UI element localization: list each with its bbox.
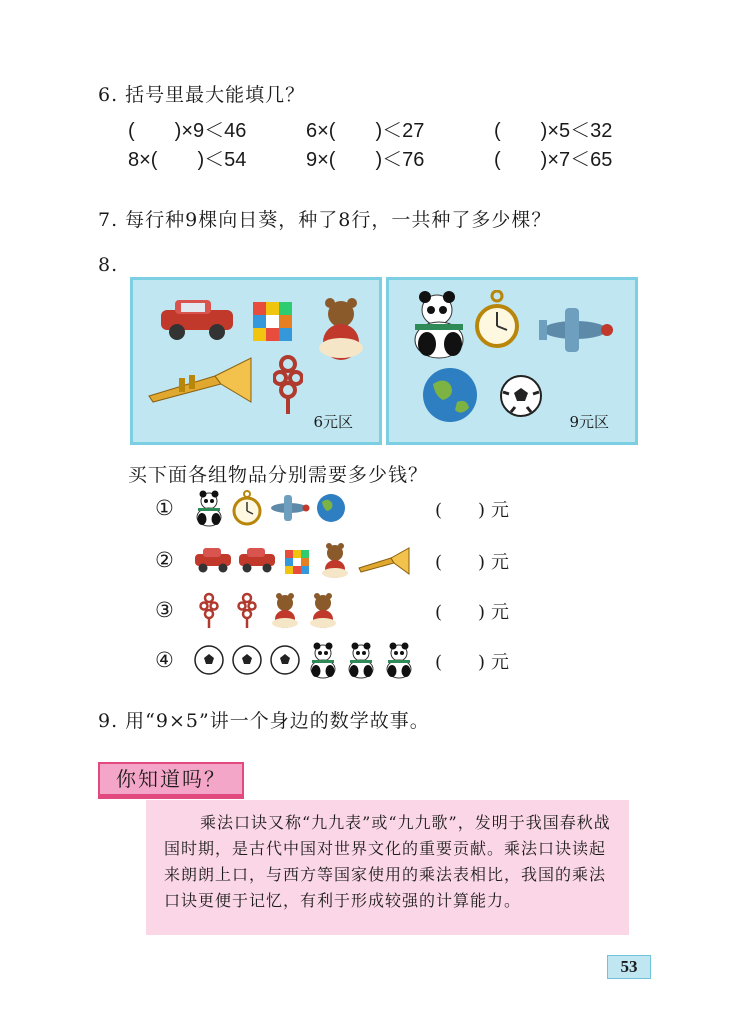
page-number: 53 bbox=[607, 955, 651, 979]
group-marker: ① bbox=[155, 496, 174, 520]
answer-blank[interactable]: ( ) bbox=[435, 552, 486, 573]
group-marker: ④ bbox=[155, 648, 174, 672]
panda-icon bbox=[307, 642, 341, 680]
answer-blank[interactable]: ( ) bbox=[435, 652, 486, 673]
teddy-bear-icon bbox=[309, 296, 373, 366]
unit-label: 元 bbox=[491, 602, 509, 623]
group-row-1 bbox=[155, 490, 515, 530]
airplane-icon bbox=[535, 300, 615, 360]
q6-inequality: 9×( )＜76 bbox=[306, 149, 425, 171]
nine-yuan-zone bbox=[386, 277, 638, 445]
pocket-watch-icon bbox=[475, 290, 519, 354]
toy-car-icon bbox=[237, 542, 277, 580]
teddy-bear-icon bbox=[307, 592, 341, 630]
chinese-knot-icon bbox=[273, 354, 303, 416]
toy-car-icon bbox=[157, 294, 237, 342]
unit-label: 元 bbox=[491, 552, 509, 573]
soccer-ball-icon bbox=[231, 642, 265, 680]
soccer-ball-icon bbox=[269, 642, 303, 680]
chinese-knot-icon bbox=[231, 592, 265, 630]
q6-inequality: ( )×7＜65 bbox=[494, 149, 613, 171]
group-row-4 bbox=[155, 642, 515, 682]
pocket-watch-icon bbox=[231, 490, 265, 528]
zone-label: 9元区 bbox=[569, 413, 609, 431]
answer-blank[interactable]: ( ) bbox=[435, 500, 486, 521]
q6-inequality: ( )×9＜46 bbox=[128, 120, 247, 142]
q6-title: 6. 括号里最大能填几？ bbox=[98, 84, 306, 106]
zone-label: 6元区 bbox=[313, 413, 353, 431]
airplane-icon bbox=[269, 490, 311, 528]
q6-inequality: 8×( )＜54 bbox=[128, 149, 247, 171]
q8-prompt: 买下面各组物品分别需要多少钱？ bbox=[128, 464, 429, 486]
teddy-bear-icon bbox=[269, 592, 303, 630]
soccer-ball-icon bbox=[193, 642, 227, 680]
globe-icon bbox=[315, 490, 349, 528]
q6-inequality: 6×( )＜27 bbox=[306, 120, 425, 142]
globe-icon bbox=[421, 366, 479, 424]
panda-icon bbox=[345, 642, 379, 680]
group-row-3 bbox=[155, 592, 515, 632]
group-marker: ② bbox=[155, 548, 174, 572]
answer-blank[interactable]: ( ) bbox=[435, 602, 486, 623]
toy-car-icon bbox=[193, 542, 233, 580]
badge-underline bbox=[98, 796, 244, 799]
teddy-bear-icon bbox=[319, 542, 353, 580]
panda-icon bbox=[407, 290, 471, 362]
group-marker: ③ bbox=[155, 598, 174, 622]
q7-text: 7. 每行种9棵向日葵，种了8行，一共种了多少棵？ bbox=[98, 209, 552, 231]
did-you-know-badge: 你知道吗？ bbox=[98, 762, 244, 796]
trumpet-icon bbox=[357, 542, 411, 580]
panda-icon bbox=[383, 642, 417, 680]
soccer-ball-icon bbox=[499, 374, 543, 418]
trumpet-icon bbox=[145, 350, 257, 410]
chinese-knot-icon bbox=[193, 592, 227, 630]
rubiks-cube-icon bbox=[251, 300, 295, 344]
q6-inequality: ( )×5＜32 bbox=[494, 120, 613, 142]
did-you-know-box bbox=[146, 800, 629, 935]
q9-text: 9. 用“9×5”讲一个身边的数学故事。 bbox=[98, 710, 430, 732]
did-you-know-text: 乘法口诀又称“九九表”或“九九歌”，发明于我国春秋战国时期，是古代中国对世界文化的重要贡献。乘法口诀读起来朗朗上口，与西方等国家使用的乘法表相比，我国的乘法口诀更便于记忆，有利于形成较强的计算能力。 bbox=[164, 813, 611, 910]
group-row-2 bbox=[155, 542, 515, 582]
panda-icon bbox=[193, 490, 227, 528]
q8-number: 8. bbox=[98, 254, 119, 276]
unit-label: 元 bbox=[491, 652, 509, 673]
rubiks-cube-icon bbox=[281, 542, 315, 580]
six-yuan-zone bbox=[130, 277, 382, 445]
unit-label: 元 bbox=[491, 500, 509, 521]
